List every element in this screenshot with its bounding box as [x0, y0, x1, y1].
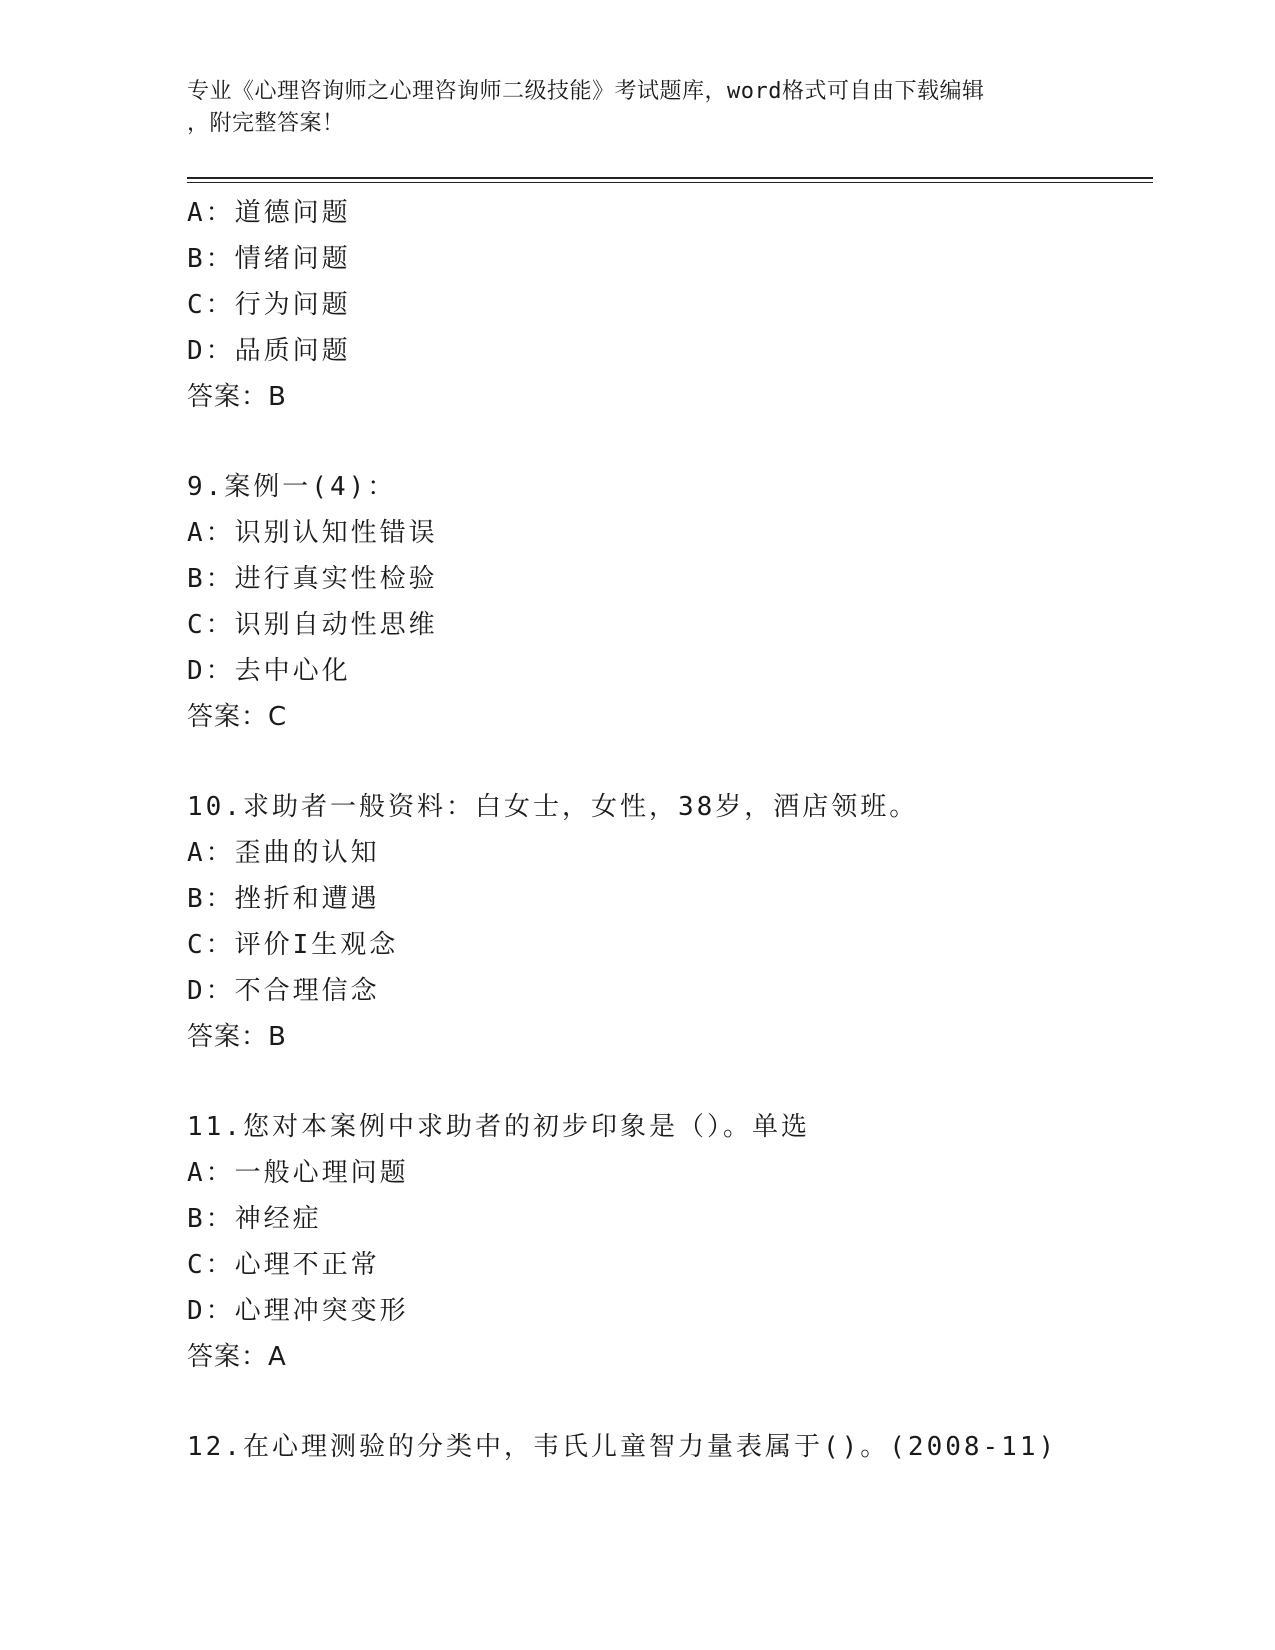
document-header	[187, 76, 1087, 140]
option-d: D：去中心化	[187, 656, 351, 686]
answer-line: 答案：B	[187, 382, 287, 412]
header-line-2: ，附完整答案！	[187, 111, 345, 136]
header-line-1: 专业《心理咨询师之心理咨询师二级技能》考试题库，word格式可自由下载编辑	[187, 79, 985, 104]
option-c: C：识别自动性思维	[187, 610, 438, 640]
question-title: 9.案例一(4)：	[187, 472, 397, 502]
answer-line: 答案：C	[187, 702, 288, 732]
question-block-12	[187, 1424, 1147, 1470]
question-block-9	[187, 464, 1147, 740]
option-a: A：道德问题	[187, 198, 351, 228]
answer-line: 答案：B	[187, 1022, 287, 1052]
option-b: B：神经症	[187, 1204, 322, 1234]
option-c: C：行为问题	[187, 290, 351, 320]
header-divider-thick	[187, 177, 1153, 179]
option-a: A：歪曲的认知	[187, 838, 380, 868]
question-block-partial	[187, 190, 1147, 420]
question-title: 10.求助者一般资料：白女士，女性，38岁，酒店领班。	[187, 792, 919, 822]
option-b: B：进行真实性检验	[187, 564, 438, 594]
option-c: C：评价I生观念	[187, 930, 399, 960]
question-title: 11.您对本案例中求助者的初步印象是（）。单选	[187, 1112, 810, 1142]
header-divider-thin	[187, 182, 1153, 183]
option-d: D：心理冲突变形	[187, 1296, 409, 1326]
option-d: D：不合理信念	[187, 976, 380, 1006]
option-a: A：识别认知性错误	[187, 518, 438, 548]
option-b: B：情绪问题	[187, 244, 351, 274]
question-title: 12.在心理测验的分类中，韦氏儿童智力量表属于()。(2008-11)	[187, 1432, 1058, 1462]
option-d: D：品质问题	[187, 336, 351, 366]
answer-line: 答案：A	[187, 1342, 287, 1372]
question-list	[187, 190, 1147, 1470]
option-a: A：一般心理问题	[187, 1158, 409, 1188]
question-block-11	[187, 1104, 1147, 1380]
option-c: C：心理不正常	[187, 1250, 380, 1280]
option-b: B：挫折和遭遇	[187, 884, 380, 914]
question-block-10	[187, 784, 1147, 1060]
